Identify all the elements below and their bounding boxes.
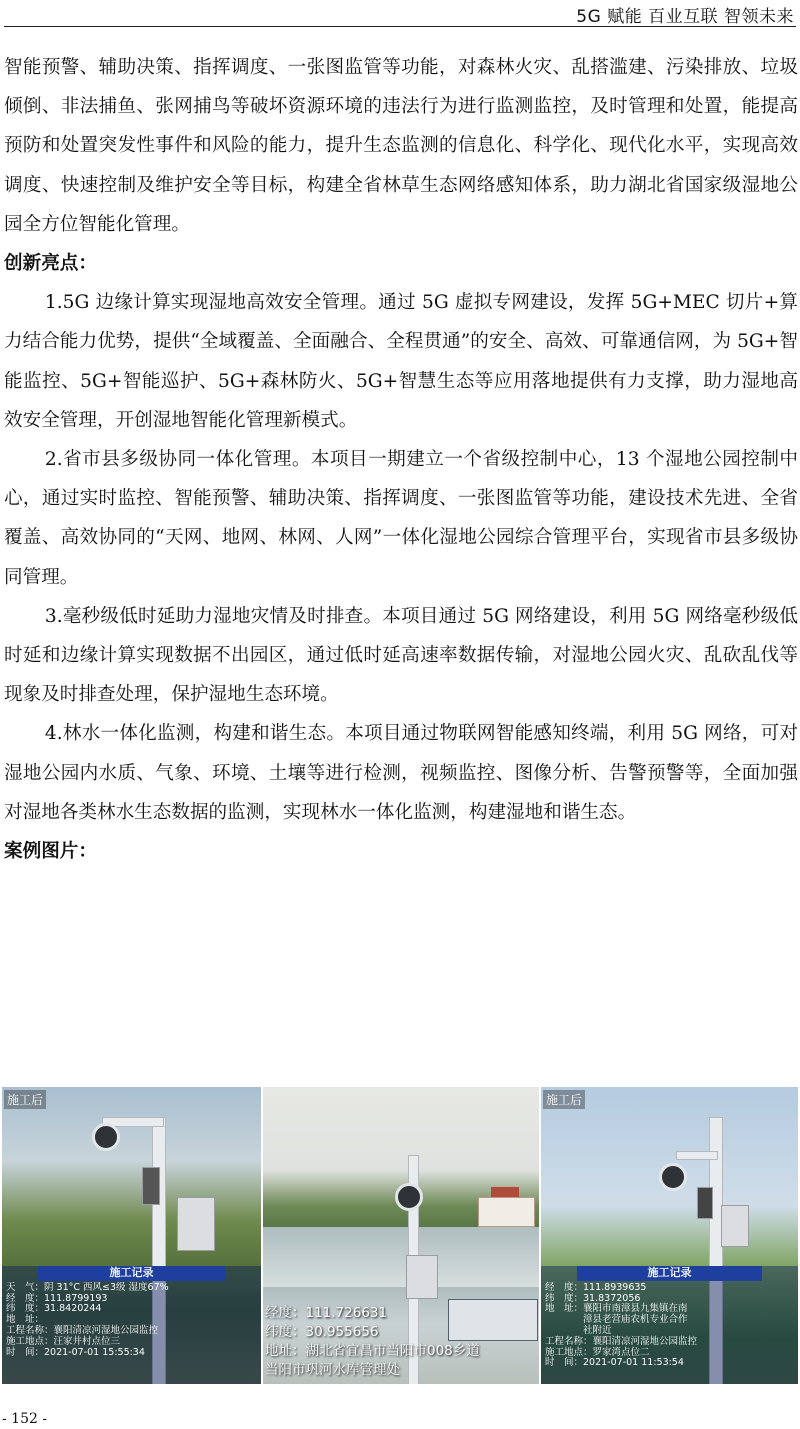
record-row: 天 气：阴 31°C 西风≤3级 湿度67% (6, 1281, 169, 1293)
record-row: 时 间：2021-07-01 15:55:34 (6, 1346, 145, 1358)
page-number: - 152 - (2, 1411, 48, 1427)
overlay-line: 经度：111.726631 (265, 1305, 388, 1321)
record-title: 施工记录 (577, 1266, 762, 1281)
overlay-line: 纬度：30.955656 (265, 1324, 379, 1340)
overlay-line: 地址：湖北省宜昌市当阳市008乡道 (265, 1343, 480, 1359)
record-row: 时 间：2021-07-01 11:53:54 (545, 1357, 684, 1369)
pole-arm (676, 1151, 718, 1160)
record-row: 工程名称：襄阳清凉河湿地公园监控 (545, 1335, 698, 1347)
paragraph-highlight-2: 2.省市县多级协同一体化管理。本项目一期建立一个省级控制中心，13 个湿地公园控制中心，通过实时监控、智能预警、辅助决策、指挥调度、一张图监管等功能，建设技术先进、全省覆盖、高效协同的“天网、地网、林网、人网”一体化湿地公园综合管理平台，实现省市县多级协同管理。 (4, 449, 798, 588)
body-text (4, 48, 798, 871)
equipment-box (406, 1255, 438, 1299)
record-row: 地 址：襄阳市南漳县九集镇在南 (545, 1303, 688, 1315)
dam-building (478, 1197, 535, 1227)
status-tag: 施工后 (4, 1090, 46, 1109)
location-overlay (265, 1304, 480, 1380)
record-row: 社附近 (545, 1324, 612, 1336)
equipment-box (721, 1205, 749, 1247)
photo-right (541, 1087, 798, 1384)
header-slogan: 5G 赋能 百业互联 智领未来 (576, 7, 794, 27)
record-row: 工程名称：襄阳清凉河湿地公园监控 (6, 1324, 159, 1336)
status-tag: 施工后 (543, 1090, 585, 1109)
record-row: 地 址： (6, 1314, 45, 1326)
construction-record (541, 1266, 798, 1384)
record-row: 纬 度：31.8372056 (545, 1292, 641, 1304)
record-row: 经 度：111.8799193 (6, 1292, 108, 1304)
record-row: 施工地点：罗家湾点位二 (545, 1346, 650, 1358)
antenna-box (142, 1167, 160, 1205)
dam-roof (491, 1187, 519, 1197)
record-title: 施工记录 (38, 1266, 225, 1281)
paragraph-continuation: 智能预警、辅助决策、指挥调度、一张图监管等功能，对森林火灾、乱搭滥建、污染排放、垃圾倾倒、非法捕鱼、张网捕鸟等破坏资源环境的违法行为进行监测监控，及时管理和处置，能提高预防和处置突发性事件和风险的能力，提升生态监测的信息化、科学化、现代化水平，实现高效调度、快速控制及维护安全等目标，构建全省林草生态网络感知体系，助力湖北省国家级湿地公园全方位智能化管理。 (4, 57, 798, 235)
antenna-box (697, 1187, 713, 1219)
page-header (0, 0, 800, 28)
lake (263, 1227, 539, 1287)
paragraph-highlight-4: 4.林水一体化监测，构建和谐生态。本项目通过物联网智能感知终端，利用 5G 网络，可对湿地公园内水质、气象、环境、土壤等进行检测，视频监控、图像分析、告警预警等，全面加强对湿地各类林水生态数据的监测，实现林水一体化监测，构建湿地和谐生态。 (4, 723, 798, 823)
record-row: 经 度：111.8939635 (545, 1281, 647, 1293)
paragraph-highlight-1: 1.5G 边缘计算实现湿地高效安全管理。通过 5G 虚拟专网建设，发挥 5G+MEC 切片+算力结合能力优势，提供“全域覆盖、全面融合、全程贯通”的安全、高效、可靠通信网，为 5G+智能监控、5G+智能巡护、5G+森林防火、5G+智慧生态等应用落地提供有力支撑，助力湿地高效安全管理，开创湿地智能化管理新模式。 (4, 292, 798, 431)
photo-left (2, 1087, 261, 1384)
case-images-heading: 案例图片： (4, 841, 97, 863)
photo-middle (263, 1087, 539, 1384)
case-photos (2, 1087, 798, 1384)
overlay-line: 当阳市巩河水库管理处 (265, 1362, 400, 1378)
record-row: 漳县老营庙农机专业合作 (545, 1314, 688, 1326)
camera-icon (659, 1163, 687, 1191)
construction-record (2, 1266, 261, 1384)
record-row: 纬 度：31.8420244 (6, 1303, 102, 1315)
paragraph-highlight-3: 3.毫秒级低时延助力湿地灾情及时排查。本项目通过 5G 网络建设，利用 5G 网络毫秒级低时延和边缘计算实现数据不出园区，通过低时延高速率数据传输，对湿地公园火灾、乱砍乱伐等现象及时排查处理，保护湿地生态环境。 (4, 605, 798, 706)
innovation-heading: 创新亮点： (4, 253, 97, 275)
camera-icon (395, 1183, 423, 1211)
record-row: 施工地点：汪家井村点位三 (6, 1335, 121, 1347)
camera-icon (92, 1123, 120, 1151)
equipment-box (177, 1197, 215, 1251)
